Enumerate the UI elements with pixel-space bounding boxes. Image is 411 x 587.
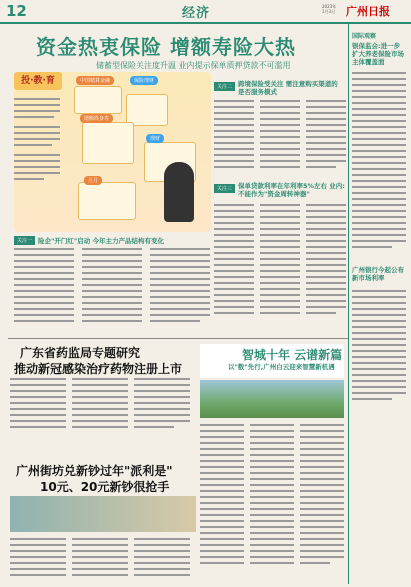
article-label: 关注三 <box>214 184 235 193</box>
article-label: 关注一 <box>14 236 35 245</box>
article-title: 险企"开门红"启动 今年主力产品结构有变化 <box>38 237 165 245</box>
article-body <box>10 378 196 456</box>
city-photo <box>200 380 344 418</box>
figure-icon <box>164 162 194 222</box>
article-title: 保单贷款利率在年利率5%左右 业内:不能作为"资金周转神器" <box>238 182 345 198</box>
article-headline: 广东省药监局专题研究 <box>20 346 141 360</box>
article-body <box>14 248 210 336</box>
hero-label: 增额终身寿 <box>80 114 113 123</box>
hero-label: 保险理财 <box>130 76 158 85</box>
article-body <box>10 538 196 584</box>
hero-label: 月月 <box>84 176 102 185</box>
main-headline: 资金热衷保险 增额寿险大热 <box>36 35 296 59</box>
article-title: 跨境保险受关注 需注意购买渠道的是否服务模式 <box>238 80 338 96</box>
sidebar-body <box>352 72 406 262</box>
feature-subhead: 以"数"先行,广州白云迎来智慧新机遇 <box>228 363 335 371</box>
page-number: 12 <box>6 2 27 20</box>
hero-label: 中国精算金融 <box>76 76 114 85</box>
intro-text-block <box>14 92 62 230</box>
column-tag: 投·教·育 <box>14 72 62 90</box>
sidebar-body <box>352 290 406 430</box>
article-headline: 广州街坊兑新钞过年"派利是" <box>16 464 173 478</box>
column-divider <box>348 24 349 584</box>
main-subhead: 储蓄型保险关注度升温 业内提示保单质押贷款不可滥用 <box>96 61 291 70</box>
article-label: 关注二 <box>214 82 235 91</box>
sidebar-title: 国际观察 <box>352 33 377 40</box>
hero-label: 理财 <box>146 134 164 143</box>
sidebar-headline: 银保监会:进一步扩大养老保险市场主体覆盖面 <box>352 42 404 66</box>
banknote-photo <box>10 496 196 532</box>
section-divider <box>8 338 348 339</box>
article-headline: 推动新冠感染治疗药物注册上市 <box>14 362 183 376</box>
article-body <box>214 100 346 176</box>
article-body <box>214 204 346 334</box>
feature-headline: 智城十年 云谱新篇 <box>242 348 343 362</box>
article-headline: 10元、20元新钞很抢手 <box>40 480 170 494</box>
newspaper-logo: 广州日报 <box>346 5 390 18</box>
section-title: 经济 <box>182 6 211 21</box>
feature-body <box>200 424 344 584</box>
sidebar-headline: 广州银行今起公布新市场利率 <box>352 266 404 282</box>
issue-date: 2023年 1月3日 <box>322 4 337 14</box>
